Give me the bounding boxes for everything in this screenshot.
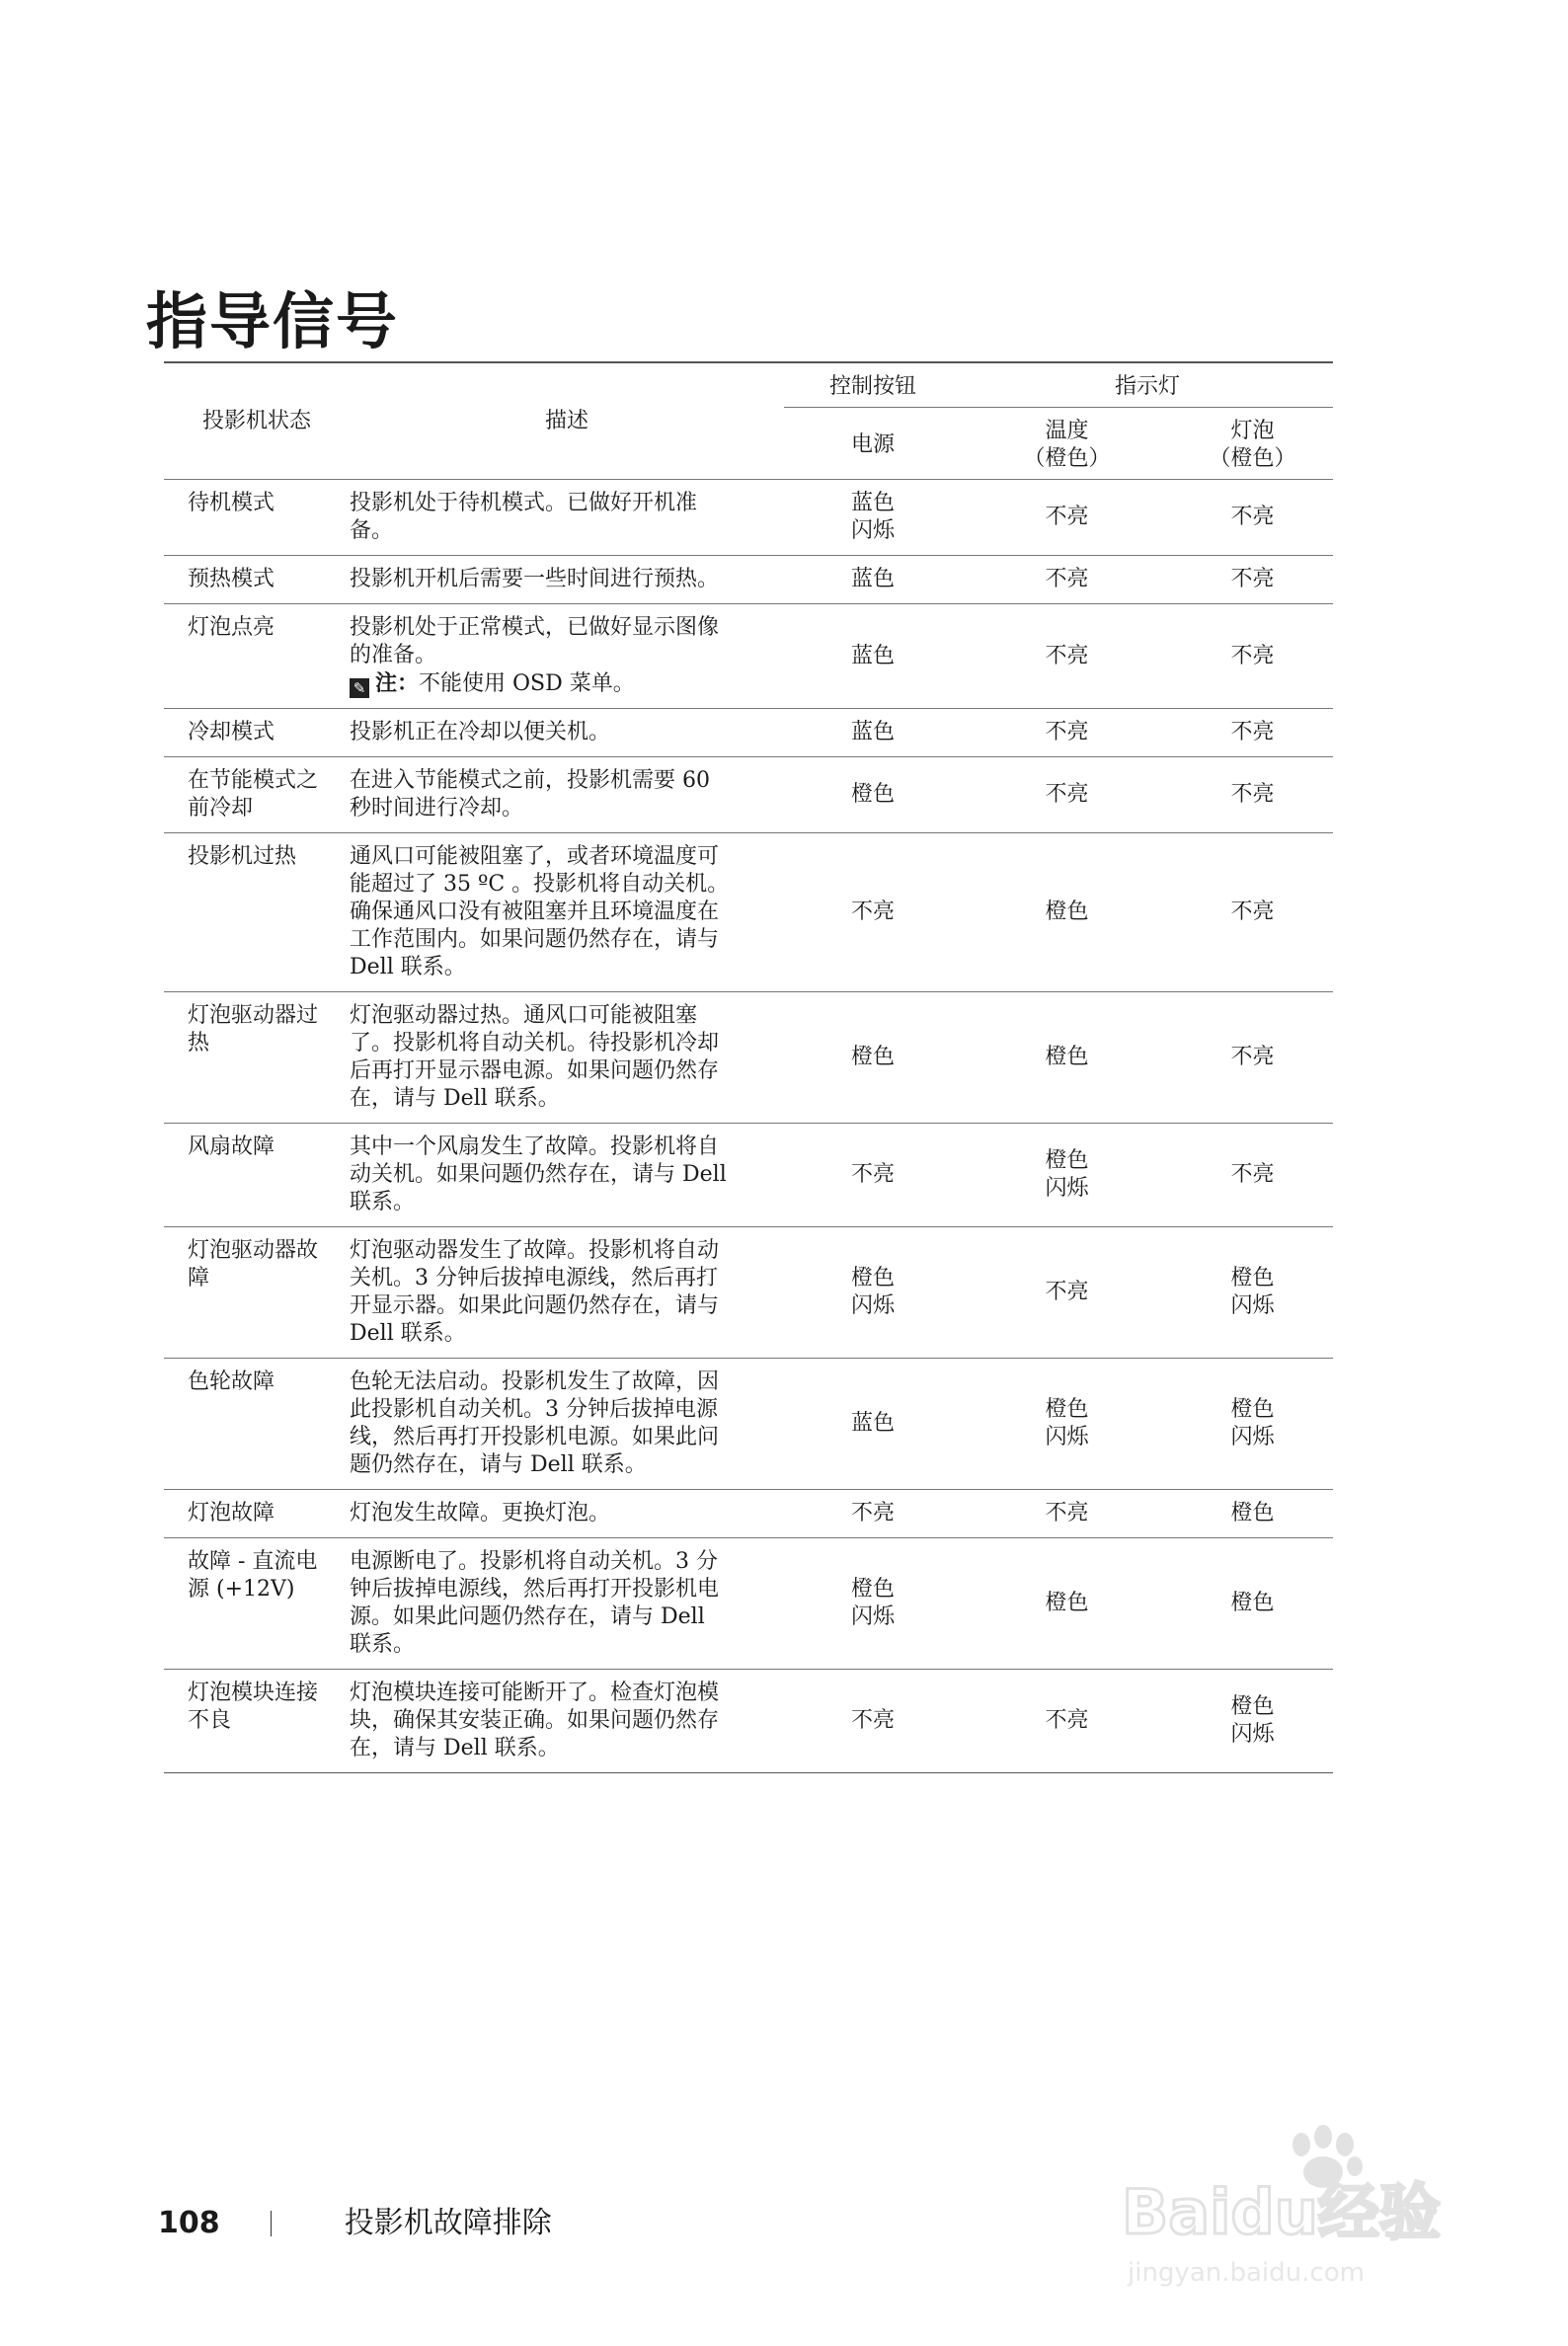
cell-state xyxy=(164,556,350,604)
description-line: 联系。 xyxy=(350,1632,416,1657)
header-temp xyxy=(962,408,1172,480)
cell-temp xyxy=(962,604,1172,709)
state-line: 灯泡模块连接 xyxy=(188,1681,319,1705)
state-line: 热 xyxy=(188,1031,210,1056)
cell-lamp xyxy=(1172,604,1333,709)
cell-power xyxy=(784,709,962,757)
cell-state xyxy=(164,1359,350,1490)
table-row xyxy=(164,709,1333,757)
state-line: 冷却模式 xyxy=(188,720,275,744)
cell-power-line: 蓝色 xyxy=(850,567,895,591)
cell-temp-line: 不亮 xyxy=(1045,567,1089,591)
cell-lamp-line: 闪烁 xyxy=(1230,1425,1275,1449)
table-row xyxy=(164,556,1333,604)
cell-temp xyxy=(962,556,1172,604)
cell-lamp xyxy=(1172,1538,1333,1670)
description-line: 线，然后再打开投影机电源。如果此问 xyxy=(350,1425,720,1449)
cell-power-line: 橙色 xyxy=(850,782,895,807)
description-line: 灯泡驱动器过热。通风口可能被阻塞 xyxy=(350,1003,698,1028)
table-row xyxy=(164,992,1333,1124)
cell-lamp xyxy=(1172,709,1333,757)
cell-temp xyxy=(962,833,1172,992)
cell-lamp-line: 闪烁 xyxy=(1230,1722,1275,1747)
cell-temp xyxy=(962,1670,1172,1773)
description-line: 确保通风口没有被阻塞并且环境温度在 xyxy=(350,899,720,924)
description-line: 在，请与 Dell 联系。 xyxy=(350,1736,560,1760)
cell-temp-line: 橙色 xyxy=(1045,1045,1089,1069)
cell-power xyxy=(784,1670,962,1773)
table-row xyxy=(164,1670,1333,1773)
cell-description xyxy=(350,833,784,992)
cell-lamp-line: 橙色 xyxy=(1230,1266,1275,1290)
cell-lamp xyxy=(1172,556,1333,604)
state-line: 前冷却 xyxy=(188,796,254,821)
cell-temp-line: 闪烁 xyxy=(1045,1176,1089,1201)
cell-lamp-line: 不亮 xyxy=(1230,567,1275,591)
cell-temp-line: 橙色 xyxy=(1045,1148,1089,1173)
cell-power xyxy=(784,833,962,992)
baidu-watermark-logo xyxy=(1114,2115,1469,2293)
cell-state xyxy=(164,757,350,833)
cell-state xyxy=(164,709,350,757)
cell-power-line: 蓝色 xyxy=(850,720,895,744)
state-line: 故障 - 直流电 xyxy=(188,1549,318,1574)
cell-power xyxy=(784,992,962,1124)
cell-lamp xyxy=(1172,480,1333,556)
watermark-url: jingyan.baidu.com xyxy=(1128,2258,1365,2288)
cell-state xyxy=(164,1538,350,1670)
cell-power-line: 闪烁 xyxy=(850,1604,895,1629)
description-line: Dell 联系。 xyxy=(350,1321,466,1346)
cell-lamp xyxy=(1172,1359,1333,1490)
description-line: 此投影机自动关机。3 分钟后拔掉电源 xyxy=(350,1397,718,1422)
header-indicator: 指示灯 xyxy=(962,362,1333,408)
footer-divider xyxy=(271,2211,272,2236)
state-line: 预热模式 xyxy=(188,567,275,591)
cell-temp xyxy=(962,757,1172,833)
cell-description xyxy=(350,1124,784,1227)
cell-lamp xyxy=(1172,833,1333,992)
description-line: 块，确保其安装正确。如果问题仍然存 xyxy=(350,1708,720,1733)
state-line: 灯泡点亮 xyxy=(188,615,275,640)
cell-power-line: 蓝色 xyxy=(850,643,895,668)
cell-power-line: 不亮 xyxy=(850,1708,895,1733)
header-state: 投影机状态 xyxy=(201,408,311,433)
cell-temp-line: 不亮 xyxy=(1045,1501,1089,1525)
cell-temp-line: 橙色 xyxy=(1045,899,1089,924)
state-line: 待机模式 xyxy=(188,491,275,515)
cell-power xyxy=(784,1124,962,1227)
cell-lamp-line: 橙色 xyxy=(1230,1397,1275,1422)
description-line: 通风口可能被阻塞了，或者环境温度可 xyxy=(350,844,720,869)
header-power: 电源 xyxy=(850,432,895,457)
cell-power-line: 橙色 xyxy=(850,1045,895,1069)
description-line: 联系。 xyxy=(350,1190,416,1214)
cell-power xyxy=(784,604,962,709)
cell-power xyxy=(784,1490,962,1538)
header-lamp-line1: 灯泡 xyxy=(1230,419,1275,443)
table-row xyxy=(164,1538,1333,1670)
cell-power-line: 蓝色 xyxy=(850,1411,895,1436)
page-footer xyxy=(158,2198,552,2241)
header-description: 描述 xyxy=(544,408,588,433)
cell-state xyxy=(164,1490,350,1538)
state-line: 风扇故障 xyxy=(188,1134,275,1159)
cell-power xyxy=(784,1359,962,1490)
description-line: 在，请与 Dell 联系。 xyxy=(350,1086,560,1111)
description-line: 题仍然存在，请与 Dell 联系。 xyxy=(350,1452,647,1477)
cell-power xyxy=(784,1538,962,1670)
cell-lamp xyxy=(1172,757,1333,833)
cell-temp-line: 不亮 xyxy=(1045,1708,1089,1733)
cell-lamp-line: 不亮 xyxy=(1230,782,1275,807)
state-line: 色轮故障 xyxy=(188,1369,275,1394)
table-row xyxy=(164,833,1333,992)
indicator-signal-table xyxy=(164,361,1333,1773)
cell-description xyxy=(350,1227,784,1359)
cell-temp-line: 不亮 xyxy=(1045,643,1089,668)
cell-lamp-line: 不亮 xyxy=(1230,720,1275,744)
description-line: 灯泡驱动器发生了故障。投影机将自动 xyxy=(350,1238,720,1263)
description-line: 备。 xyxy=(350,518,394,543)
cell-power-line: 不亮 xyxy=(850,899,895,924)
cell-lamp xyxy=(1172,992,1333,1124)
cell-state xyxy=(164,604,350,709)
header-temp-line1: 温度 xyxy=(1045,419,1089,443)
cell-description xyxy=(350,1490,784,1538)
cell-power-line: 闪烁 xyxy=(850,518,895,543)
page-number: 108 xyxy=(158,2206,220,2240)
description-line: 色轮无法启动。投影机发生了故障，因 xyxy=(350,1369,720,1394)
cell-description xyxy=(350,1670,784,1773)
cell-temp xyxy=(962,480,1172,556)
cell-temp xyxy=(962,1124,1172,1227)
cell-state xyxy=(164,1670,350,1773)
description-line: 关机。3 分钟后拔掉电源线，然后再打 xyxy=(350,1266,718,1290)
cell-temp xyxy=(962,992,1172,1124)
description-line: 源。如果此问题仍然存在，请与 Dell xyxy=(350,1604,705,1629)
state-line: 源 (+12V) xyxy=(188,1577,295,1602)
description-line: 灯泡模块连接可能断开了。检查灯泡模 xyxy=(350,1681,720,1705)
header-control-button: 控制按钮 xyxy=(784,362,962,408)
cell-description xyxy=(350,1359,784,1490)
description-line: 投影机处于正常模式，已做好显示图像 xyxy=(350,615,720,640)
note-text: 不能使用 OSD 菜单。 xyxy=(419,671,635,696)
cell-temp xyxy=(962,1227,1172,1359)
state-line: 投影机过热 xyxy=(188,844,297,869)
cell-temp-line: 闪烁 xyxy=(1045,1425,1089,1449)
cell-temp xyxy=(962,1359,1172,1490)
cell-temp xyxy=(962,709,1172,757)
cell-state xyxy=(164,833,350,992)
description-line: 了。投影机将自动关机。待投影机冷却 xyxy=(350,1031,720,1056)
cell-description xyxy=(350,757,784,833)
cell-temp-line: 不亮 xyxy=(1045,505,1089,529)
description-line: 在进入节能模式之前，投影机需要 60 xyxy=(350,768,710,793)
cell-power xyxy=(784,480,962,556)
table-row xyxy=(164,480,1333,556)
table-row xyxy=(164,1227,1333,1359)
table-row xyxy=(164,757,1333,833)
cell-lamp xyxy=(1172,1124,1333,1227)
cell-lamp xyxy=(1172,1490,1333,1538)
cell-power-line: 不亮 xyxy=(850,1162,895,1187)
chapter-title: 投影机故障排除 xyxy=(344,2206,552,2240)
cell-lamp-line: 橙色 xyxy=(1230,1694,1275,1719)
cell-lamp-line: 橙色 xyxy=(1230,1501,1275,1525)
description-line: 灯泡发生故障。更换灯泡。 xyxy=(350,1501,611,1525)
cell-power xyxy=(784,556,962,604)
cell-state xyxy=(164,480,350,556)
cell-lamp-line: 闪烁 xyxy=(1230,1293,1275,1318)
note-label: 注： xyxy=(375,670,420,696)
cell-lamp xyxy=(1172,1670,1333,1773)
description-line: 钟后拔掉电源线，然后再打开投影机电 xyxy=(350,1577,720,1602)
state-line: 灯泡驱动器过 xyxy=(188,1003,319,1028)
description-line: 能超过了 35 ºC 。投影机将自动关机。 xyxy=(350,872,730,897)
cell-power-line: 橙色 xyxy=(850,1577,895,1602)
cell-temp-line: 橙色 xyxy=(1045,1397,1089,1422)
cell-state xyxy=(164,1227,350,1359)
table-row xyxy=(164,1124,1333,1227)
cell-state xyxy=(164,1124,350,1227)
cell-lamp-line: 不亮 xyxy=(1230,1045,1275,1069)
cell-description xyxy=(350,1538,784,1670)
cell-temp xyxy=(962,1538,1172,1670)
description-line: 秒时间进行冷却。 xyxy=(350,796,524,821)
cell-state xyxy=(164,992,350,1124)
cell-lamp-line: 橙色 xyxy=(1230,1591,1275,1615)
cell-lamp-line: 不亮 xyxy=(1230,899,1275,924)
description-line: 的准备。 xyxy=(350,643,437,667)
cell-power-line: 不亮 xyxy=(850,1501,895,1525)
note-pencil-icon: ✎ xyxy=(350,678,369,698)
cell-power-line: 闪烁 xyxy=(850,1293,895,1318)
description-line: 后再打开显示器电源。如果问题仍然存 xyxy=(350,1058,720,1083)
header-temp-line2: （橙色） xyxy=(1023,446,1111,471)
cell-lamp xyxy=(1172,1227,1333,1359)
cell-description xyxy=(350,556,784,604)
cell-power xyxy=(784,757,962,833)
cell-description xyxy=(350,604,784,709)
table-row xyxy=(164,1359,1333,1490)
cell-lamp-line: 不亮 xyxy=(1230,1162,1275,1187)
cell-temp xyxy=(962,1490,1172,1538)
state-line: 灯泡故障 xyxy=(188,1501,275,1525)
cell-temp-line: 不亮 xyxy=(1045,720,1089,744)
state-line: 障 xyxy=(188,1266,210,1290)
cell-temp-line: 橙色 xyxy=(1045,1591,1089,1615)
cell-temp-line: 不亮 xyxy=(1045,782,1089,807)
state-line: 在节能模式之 xyxy=(188,768,319,793)
cell-description xyxy=(350,992,784,1124)
description-line: Dell 联系。 xyxy=(350,955,466,979)
cell-power xyxy=(784,1227,962,1359)
cell-lamp-line: 不亮 xyxy=(1230,505,1275,529)
watermark-brand: Baidu经验 xyxy=(1122,2176,1441,2248)
cell-description xyxy=(350,480,784,556)
cell-lamp-line: 不亮 xyxy=(1230,643,1275,668)
state-line: 不良 xyxy=(188,1708,232,1733)
cell-temp-line: 不亮 xyxy=(1045,1280,1089,1304)
table-row xyxy=(164,1490,1333,1538)
description-line: 投影机开机后需要一些时间进行预热。 xyxy=(350,567,720,591)
cell-description xyxy=(350,709,784,757)
description-line: 动关机。如果问题仍然存在，请与 Dell xyxy=(350,1162,727,1187)
page-title: 指导信号 xyxy=(146,285,400,357)
description-line: 开显示器。如果此问题仍然存在，请与 xyxy=(350,1293,720,1318)
cell-power-line: 橙色 xyxy=(850,1266,895,1290)
header-lamp-line2: （橙色） xyxy=(1209,446,1296,471)
description-line: 投影机正在冷却以便关机。 xyxy=(350,720,611,744)
description-line: 投影机处于待机模式。已做好开机准 xyxy=(350,491,698,515)
header-row xyxy=(164,362,1333,408)
description-line: 电源断电了。投影机将自动关机。3 分 xyxy=(350,1549,718,1574)
table-row xyxy=(164,604,1333,709)
cell-power-line: 蓝色 xyxy=(850,491,895,515)
header-lamp xyxy=(1172,408,1333,480)
description-line: 其中一个风扇发生了故障。投影机将自 xyxy=(350,1134,720,1159)
note xyxy=(350,669,776,698)
description-line: 工作范围内。如果问题仍然存在，请与 xyxy=(350,927,720,952)
state-line: 灯泡驱动器故 xyxy=(188,1238,319,1263)
